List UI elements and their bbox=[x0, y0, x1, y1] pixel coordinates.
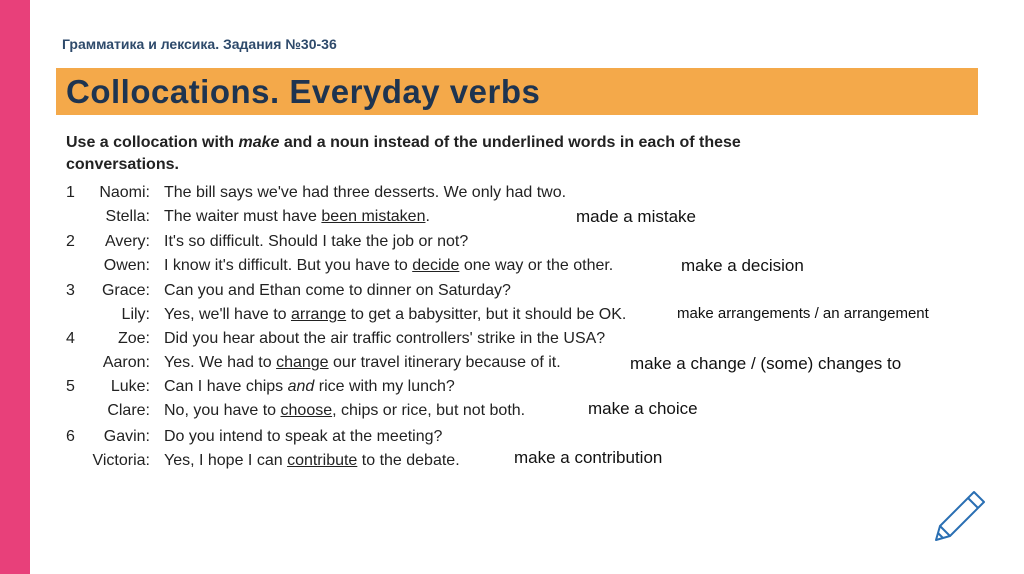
line-text: Yes. We had to bbox=[164, 354, 277, 371]
instructions bbox=[66, 132, 806, 176]
underlined-words: decide bbox=[412, 257, 460, 274]
answer-4: make a change / (some) changes to bbox=[630, 354, 902, 373]
line-text: to the debate. bbox=[357, 452, 460, 469]
line-text: Yes, I hope I can bbox=[164, 452, 288, 469]
speaker-name: Lily: bbox=[121, 306, 150, 323]
answer-2: make a decision bbox=[681, 256, 804, 275]
emphasized-word: and bbox=[287, 378, 315, 395]
line-text: The waiter must have bbox=[164, 208, 322, 225]
line-text: one way or the other. bbox=[459, 257, 614, 274]
dialogue-line: Can you and Ethan come to dinner on Saturday? bbox=[164, 282, 511, 299]
exercise-number: 6 bbox=[66, 428, 75, 445]
answer-1: made a mistake bbox=[576, 207, 696, 226]
instructions-text-1: Use a collocation with bbox=[66, 134, 239, 151]
speaker-name: Owen: bbox=[103, 257, 150, 274]
speaker-name: Zoe: bbox=[117, 330, 150, 347]
instructions-text-2: and a noun instead of the underlined words in each of these conversations. bbox=[66, 134, 741, 173]
line-text: I know it's difficult. But you have to bbox=[164, 257, 413, 274]
dialogue-line: It's so difficult. Should I take the job or not? bbox=[164, 233, 469, 250]
line-text: Can I have chips bbox=[164, 378, 288, 395]
dialogue-line bbox=[164, 306, 626, 324]
dialogue-line bbox=[164, 257, 613, 275]
speaker-name: Stella: bbox=[105, 208, 150, 225]
underlined-words: change bbox=[276, 354, 329, 371]
pencil-icon[interactable] bbox=[930, 486, 990, 546]
title-band bbox=[56, 68, 978, 115]
dialogue-line bbox=[164, 354, 561, 372]
slide-subtitle: Грамматика и лексика. Задания №30-36 bbox=[62, 36, 337, 52]
exercise-number: 2 bbox=[66, 233, 75, 250]
line-text: Yes, we'll have to bbox=[164, 306, 291, 323]
answer-6: make a contribution bbox=[514, 448, 663, 467]
speaker-name: Naomi: bbox=[99, 184, 150, 201]
dialogue-line bbox=[164, 378, 455, 396]
exercise-number: 5 bbox=[66, 378, 75, 395]
speaker-name: Victoria: bbox=[92, 452, 150, 469]
answer-3: make arrangements / an arrangement bbox=[677, 305, 929, 322]
exercise-4 bbox=[0, 330, 700, 378]
slide-title: Collocations. Everyday verbs bbox=[66, 73, 541, 110]
instructions-emphasis: make bbox=[238, 134, 280, 151]
exercise-3 bbox=[0, 282, 700, 330]
line-text: to get a babysitter, but it should be OK. bbox=[346, 306, 627, 323]
dialogue-line: Did you hear about the air traffic controllers' strike in the USA? bbox=[164, 330, 606, 347]
exercise-2 bbox=[0, 233, 700, 281]
dialogue-line bbox=[164, 452, 460, 470]
speaker-name: Luke: bbox=[110, 378, 150, 395]
speaker-name: Grace: bbox=[101, 282, 150, 299]
speaker-name: Aaron: bbox=[102, 354, 150, 371]
line-text: rice with my lunch? bbox=[314, 378, 455, 395]
dialogue-line bbox=[164, 208, 430, 226]
underlined-words: contribute bbox=[287, 452, 358, 469]
speaker-name: Gavin: bbox=[103, 428, 150, 445]
underlined-words: arrange bbox=[290, 306, 347, 323]
speaker-name: Avery: bbox=[104, 233, 150, 250]
exercise-number: 1 bbox=[66, 184, 75, 201]
line-text: No, you have to bbox=[164, 402, 281, 419]
speaker-name: Clare: bbox=[107, 402, 150, 419]
exercise-number: 3 bbox=[66, 282, 75, 299]
answer-5: make a choice bbox=[588, 399, 698, 418]
line-text: , chips or rice, but not both. bbox=[332, 402, 526, 419]
line-text: . bbox=[425, 208, 430, 225]
underlined-words: been mistaken bbox=[321, 208, 426, 225]
underlined-words: choose bbox=[280, 402, 333, 419]
exercise-number: 4 bbox=[66, 330, 75, 347]
line-text: our travel itinerary because of it. bbox=[328, 354, 561, 371]
dialogue-line bbox=[164, 402, 525, 420]
dialogue-line: The bill says we've had three desserts. We only had two. bbox=[164, 184, 567, 201]
dialogue-line: Do you intend to speak at the meeting? bbox=[164, 428, 443, 445]
